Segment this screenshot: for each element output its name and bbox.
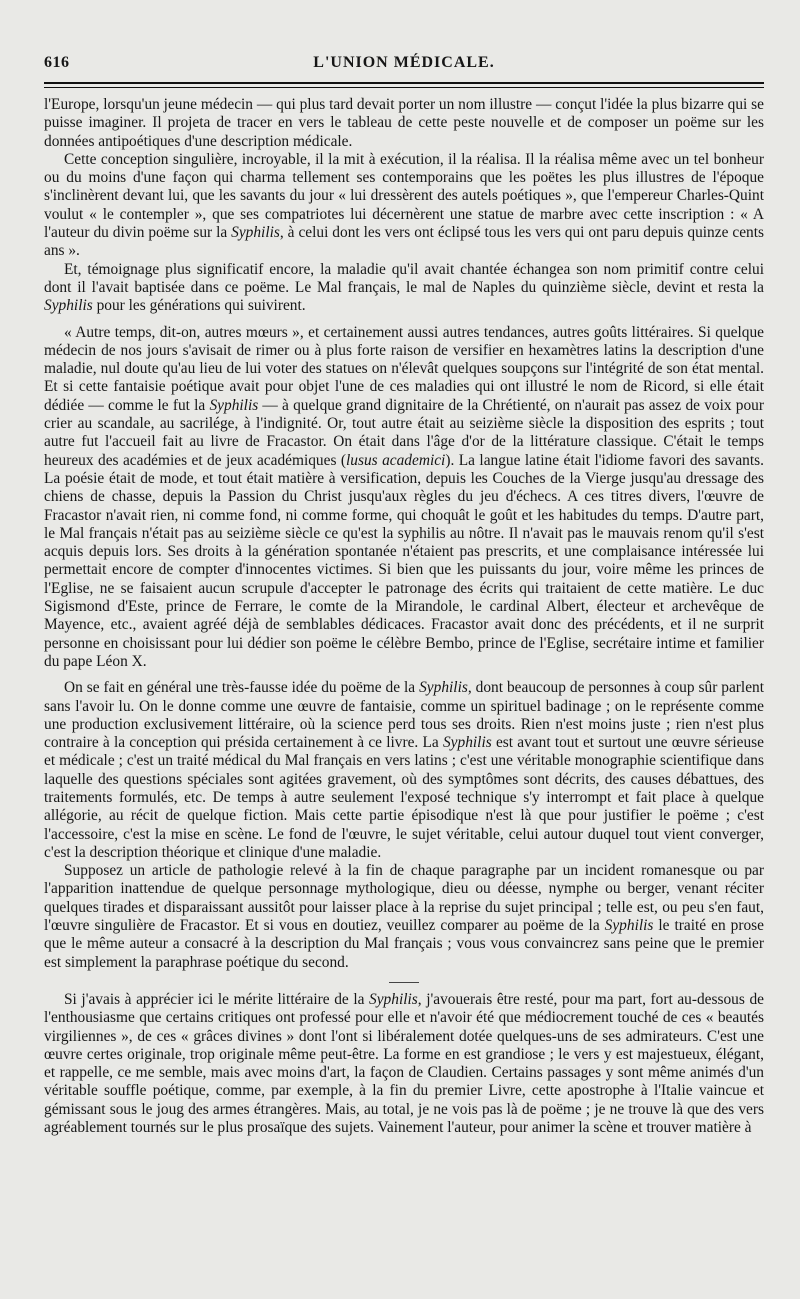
paragraph-2: Cette conception singulière, incroyable, il la mit à exécution, il la réalisa. Il la réalisa même avec un tel bonheur ou du moins d'une façon qui charma tellement ses contemporains que les poëtes les plus illustres de l'époque s'inclinèrent devant lui, que les savants du jour « lui dressèrent des autels poétiques », que l'empereur Charles-Quint voulut « le contempler », que ses compatriotes lui décernèrent une statue de marbre avec cette inscription : « A l'auteur du divin poëme sur la Syphilis, à celui dont les vers ont éclipsé tous les vers qui ont paru depuis quinze cents ans ». (44, 150, 764, 260)
header-rule (44, 82, 764, 88)
journal-page (44, 46, 764, 1286)
article-body (44, 96, 764, 1137)
paragraph-1: l'Europe, lorsqu'un jeune médecin — qui plus tard devait porter un nom illustre — conçut l'idée la plus bizarre qui se puisse imaginer. Il projeta de tracer en vers le tableau de cette peste nouvelle et de composer un poëme sur les données antipoétiques d'une description médicale. (44, 96, 764, 150)
page-header (44, 46, 764, 72)
paragraph-6: Supposez un article de pathologie relevé à la fin de chaque paragraphe par un incident romanesque ou par l'apparition inattendue de quelque personnage mythologique, dieu ou déesse, nymphe ou berger, venant réciter quelques tirades et disparaissant aussitôt pour laisser place à la reprise du sujet principal ; telle est, ou peu s'en faut, l'œuvre singulière de Fracastor. Et si vous en doutiez, veuillez comparer au poëme de la Syphilis le traité en prose que le même auteur a consacré à la description du Mal français ; vous vous convaincrez sans peine que le premier est simplement la paraphrase poétique du second. (44, 862, 764, 971)
paragraph-3: Et, témoignage plus significatif encore, la maladie qu'il avait chantée échangea son nom primitif contre celui dont il l'avait baptisée dans ce poëme. Le Mal français, le mal de Naples du quinzième siècle, devint et resta la Syphilis pour les générations qui suivirent. (44, 260, 764, 315)
running-head: L'UNION MÉDICALE. (313, 54, 495, 71)
paragraph-4: « Autre temps, dit-on, autres mœurs », et certainement aussi autres tendances, autres goûts littéraires. Si quelque médecin de nos jours s'avisait de rimer ou à plus forte raison de versifier en hexamètres latins la description d'une maladie, nul doute qu'au lieu de lui voter des statues on n'élevât quelques soupçons sur l'intégrité de son état mental. Et si cette fantaisie poétique avait pour objet l'une de ces maladies qui ont illustré le nom de Ricord, si elle était dédiée — comme le fut la Syphilis — à quelque grand dignitaire de la Chrétienté, on n'aurait pas assez de voix pour crier au scandale, au sacrilége, à l'indignité. Or, tout autre était au seizième siècle la disposition des esprits ; tout autre fut l'accueil fait au livre de Fracastor. On était dans l'âge d'or de la littérature classique. C'était le temps heureux des académies et de jeux académiques (lusus academici). La langue latine était l'idiome favori des savants. La poésie était de mode, et tout était matière à versification, depuis les Couches de la Vierge jusqu'au dressage des chiens de chasse, depuis la Passion du Christ jusqu'aux règles du jeu d'échecs. A ces titres divers, l'œuvre de Fracastor n'avait rien, ni comme fond, ni comme forme, qui choquât le goût et les habitudes du temps. D'autre part, le Mal français n'était pas au seizième siècle ce qu'est la syphilis au nôtre. Il n'avait pas le mauvais renom qu'il s'est acquis depuis lors. Ses droits à la génération spontanée n'étaient pas prescrits, et une complaisance intéressée lui permettait encore de compter d'innocentes victimes. Si bien que les puissants du jour, voire même les princes de l'Eglise, ne se faisaient aucun scrupule d'accepter le patronage des écrits qui traitaient de cette matière. Le duc Sigismond d'Este, prince de Ferrare, le comte de la Mirandole, le cardinal Albert, électeur et archevêque de Mayence, etc., avaient agréé déjà de semblables dédicaces. Fracastor avait donc des précédents, et il ne surprit personne en choisissant pour lui dédier son poëme le célèbre Bembo, prince de l'Eglise, secrétaire intime et familier du pape Léon X. (44, 323, 764, 670)
page-number: 616 (44, 54, 70, 71)
paragraph-7: Si j'avais à apprécier ici le mérite littéraire de la Syphilis, j'avouerais être resté, pour ma part, fort au-dessous de l'enthousiasme que certains critiques ont professé pour elle et n'avoir été que médiocrement touché de ces « beautés virgiliennes », de ces « grâces divines » dont l'ont si libéralement dotée quelques-uns de ses admirateurs. C'est une œuvre certes originale, trop originale même peut-être. La forme en est grandiose ; le vers y est majestueux, élégant, et rappelle, ce me semble, mais avec moins d'art, la façon de Claudien. Certains passages y sont même animés d'un véritable souffle poétique, comme, par exemple, à la fin du premier Livre, cette apostrophe à l'Italie vaincue et gémissant sous le joug des armes étrangères. Mais, au total, je ne vois pas là de poëme ; je ne trouve là que des vers agréablement tournés sur le plus prosaïque des sujets. Vainement l'auteur, pour animer la scène et trouver matière à (44, 990, 764, 1137)
section-divider (389, 982, 419, 983)
paragraph-5: On se fait en général une très-fausse idée du poëme de la Syphilis, dont beaucoup de personnes à coup sûr parlent sans l'avoir lu. On le donne comme une œuvre de fantaisie, comme un spirituel badinage ; on le représente comme une production exclusivement littéraire, où la science perd tous ses droits. Rien n'est moins juste ; rien n'est plus contraire à la conception qui présida certainement à ce livre. La Syphilis est avant tout et surtout une œuvre sérieuse et médicale ; c'est un traité médical du Mal français en vers latins ; c'est une véritable monographie scientifique dans laquelle des questions spéciales sont agitées gravement, où des symptômes sont décrits, des causes débattues, des traitements formulés, etc. De temps à autre seulement l'exposé technique s'y interrompt et fait place à quelque allégorie, au récit de quelque fiction. Mais cette partie épisodique n'est là que pour justifier le poëme ; c'est l'accessoire, c'est la mise en scène. Le fond de l'œuvre, le sujet véritable, celui autour duquel tout vient converger, c'est la description théorique et clinique d'une maladie. (44, 679, 764, 861)
